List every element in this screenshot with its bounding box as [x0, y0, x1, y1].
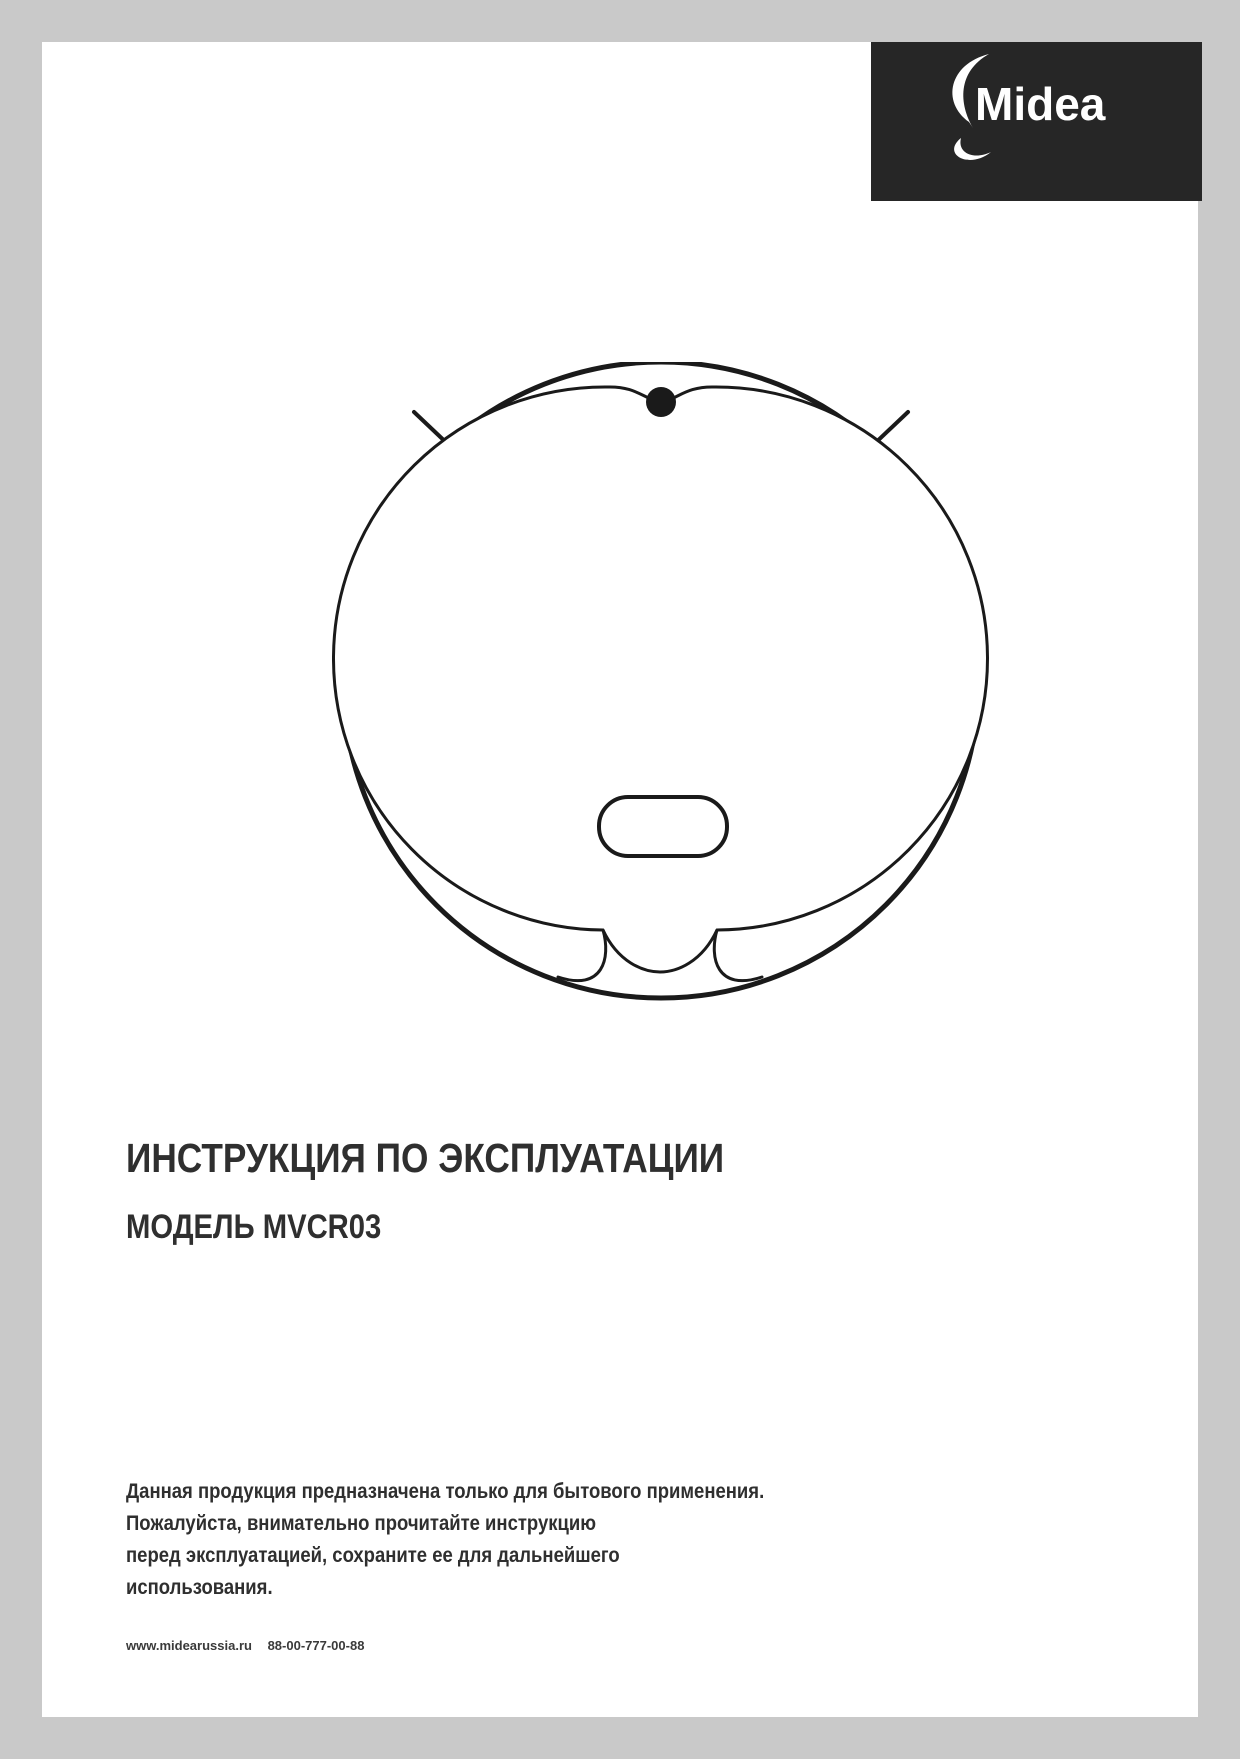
notice-line: Данная продукция предназначена только для бытового применения. — [126, 1480, 765, 1503]
notice-line: Пожалуйста, внимательно прочитайте инструкцию — [126, 1512, 596, 1535]
manual-cover-page — [42, 42, 1198, 1717]
brand-logo — [871, 42, 1202, 201]
robot-vacuum-illustration — [332, 362, 992, 1002]
website-link[interactable]: www.midearussia.ru — [126, 1638, 252, 1653]
notice-line: перед эксплуатацией, сохраните ее для дальнейшего — [126, 1544, 620, 1567]
model-number: МОДЕЛЬ MVCR03 — [126, 1208, 382, 1246]
midea-logo-mark — [871, 42, 1202, 201]
notice-line: использования. — [126, 1576, 273, 1599]
document-title: ИНСТРУКЦИЯ ПО ЭКСПЛУАТАЦИИ — [126, 1135, 725, 1181]
logo-wordmark: Midea — [975, 78, 1106, 130]
usage-notice — [126, 1476, 764, 1604]
contact-footer — [126, 1638, 364, 1653]
phone-number: 88-00-777-00-88 — [267, 1638, 365, 1653]
